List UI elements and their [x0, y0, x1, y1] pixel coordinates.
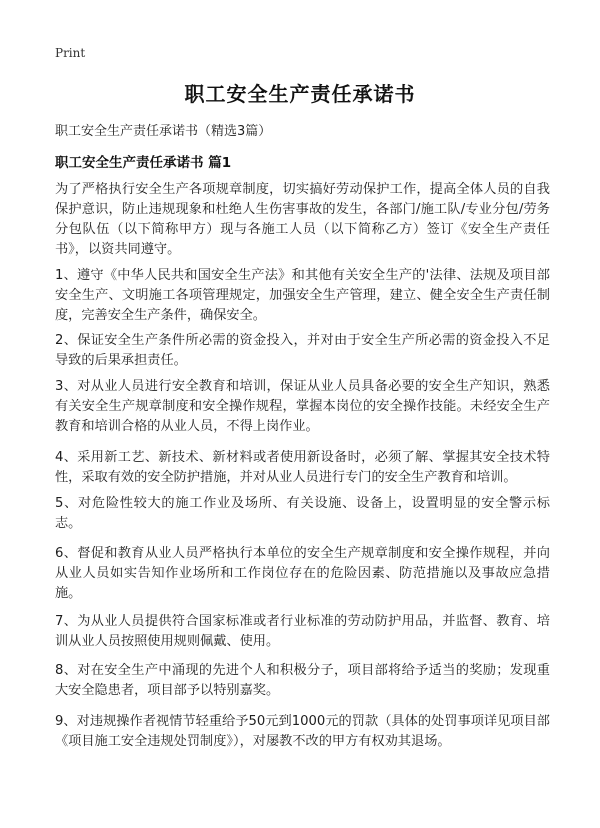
clause-4-paragraph: 4、采用新工艺、新技术、新材料或者使用新设备时，必须了解、掌握其安全技术特性，采取有效的安全防护措施，并对从业人员进行专门的安全生产教育和培训。	[55, 450, 550, 485]
clause-2-paragraph: 2、保证安全生产条件所必需的资金投入，并对由于安全生产所必需的资金投入不足导致的后果承担责任。	[55, 333, 550, 368]
document-title: 职工安全生产责任承诺书	[184, 82, 416, 106]
clause-8-paragraph: 8、对在安全生产中涌现的先进个人和积极分子，项目部将给予适当的奖励；发现重大安全隐患者，项目部予以特别嘉奖。	[55, 663, 550, 698]
clause-7-paragraph: 7、为从业人员提供符合国家标准或者行业标准的劳动防护用品，并监督、教育、培训从业人员按照使用规则佩戴、使用。	[55, 614, 550, 649]
clause-6-paragraph: 6、督促和教育从业人员严格执行本单位的安全生产规章制度和安全操作规程，并向从业人员如实告知作业场所和工作岗位存在的危险因素、防范措施以及事故应急措施。	[55, 546, 550, 601]
clause-9-paragraph: 9、对违规操作者视情节轻重给予50元到1000元的罚款（具体的处罚事项详见项目部《项目施工安全违规处罚制度》），对屡教不改的甲方有权劝其退场。	[55, 714, 550, 749]
clause-1-paragraph: 1、遵守《中华人民共和国安全生产法》和其他有关安全生产的'法律、法规及项目部安全生产、文明施工各项管理规定，加强安全生产管理，建立、健全安全生产责任制度，完善安全生产条件，确保安全。	[55, 268, 550, 323]
intro-paragraph: 为了严格执行安全生产各项规章制度，切实搞好劳动保护工作，提高全体人员的自我保护意识，防止违规现象和杜绝人生伤害事故的发生，各部门/施工队/专业分包/劳务分包队伍（以下简称甲方）现与各施工人员（以下简称乙方）签订《安全生产责任书》，以资共同遵守。	[55, 182, 550, 257]
clause-5-paragraph: 5、对危险性较大的施工作业及场所、有关设施、设备上，设置明显的安全警示标志。	[55, 496, 550, 531]
print-link[interactable]: Print	[55, 46, 86, 60]
document-subtitle: 职工安全生产责任承诺书（精选3篇）	[55, 124, 272, 139]
section-heading: 职工安全生产责任承诺书 篇1	[55, 155, 232, 171]
clause-3-paragraph: 3、对从业人员进行安全教育和培训，保证从业人员具备必要的安全生产知识，熟悉有关安全生产规章制度和安全操作规程，掌握本岗位的安全操作技能。未经安全生产教育和培训合格的从业人员，不得上岗作业。	[55, 379, 550, 434]
